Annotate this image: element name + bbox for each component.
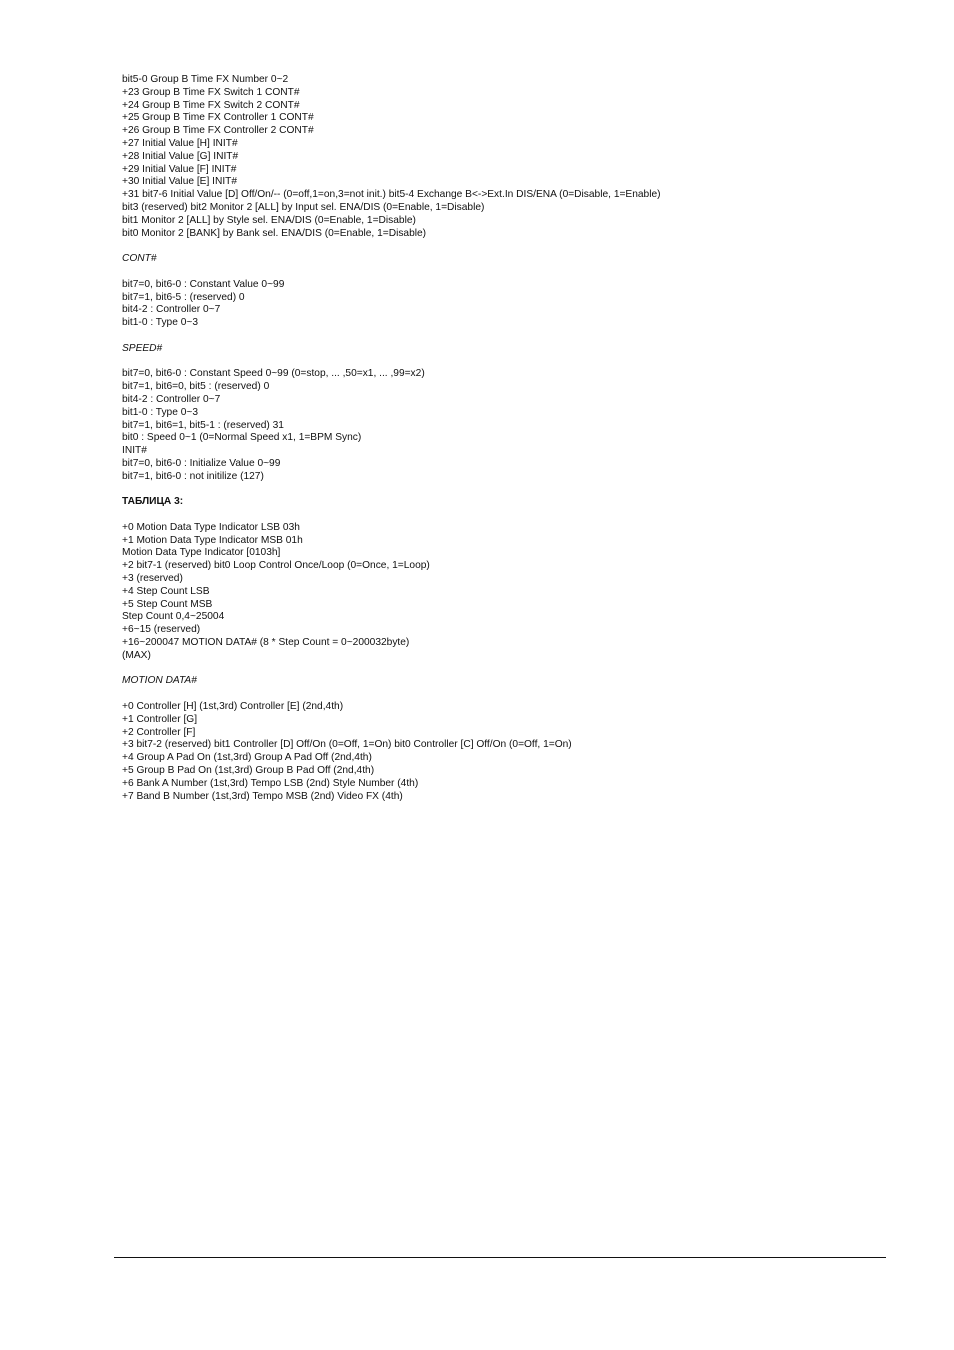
text-line: +23 Group B Time FX Switch 1 CONT# <box>122 86 300 98</box>
text-line: bit0 : Speed 0~1 (0=Normal Speed x1, 1=BPM Sync) <box>122 432 362 444</box>
text-line: Step Count 0,4~25004 <box>122 611 225 623</box>
text-line: bit3 (reserved) bit2 Monitor 2 [ALL] by Input sel. ENA/DIS (0=Enable, 1=Disable) <box>122 201 485 213</box>
text-line: +25 Group B Time FX Controller 1 CONT# <box>122 112 314 124</box>
text-line: +2 Controller [F] <box>122 726 196 738</box>
text-line: +28 Initial Value [G] INIT# <box>122 150 239 162</box>
motion-header-block <box>122 522 902 663</box>
text-line: +7 Band B Number (1st,3rd) Tempo MSB (2nd) Video FX (4th) <box>122 790 403 802</box>
text-line: bit4-2 : Controller 0~7 <box>122 304 221 316</box>
text-line: +29 Initial Value [F] INIT# <box>122 163 237 175</box>
text-line: +6~15 (reserved) <box>122 624 201 636</box>
text-line: +2 bit7-1 (reserved) bit0 Loop Control Once/Loop (0=Once, 1=Loop) <box>122 560 430 572</box>
text-line: bit7=1, bit6-0 : not initilize (127) <box>122 470 264 482</box>
text-line: +30 Initial Value [E] INIT# <box>122 176 238 188</box>
text-line: +31 bit7-6 Initial Value [D] Off/On/-- (0=off,1=on,3=not init.) bit5-4 Exchange B<->Ext.In DIS/ENA (0=Disable, 1=Enable) <box>122 189 661 201</box>
text-line: bit7=0, bit6-0 : Initialize Value 0~99 <box>122 457 281 469</box>
cont-heading: CONT# <box>122 253 157 265</box>
text-line: +0 Motion Data Type Indicator LSB 03h <box>122 521 300 533</box>
text-line: INIT# <box>122 445 147 457</box>
text-line: bit7=1, bit6=0, bit5 : (reserved) 0 <box>122 381 270 393</box>
cont-block <box>122 279 902 330</box>
text-line: bit1-0 : Type 0~3 <box>122 317 198 329</box>
text-line: bit7=1, bit6=1, bit5-1 : (reserved) 31 <box>122 419 284 431</box>
text-line: +4 Group A Pad On (1st,3rd) Group A Pad Off (2nd,4th) <box>122 752 372 764</box>
text-line: Motion Data Type Indicator [0103h] <box>122 547 281 559</box>
text-line: +16~200047 MOTION DATA# (8 * Step Count = 0~200032byte) <box>122 637 410 649</box>
text-line: +6 Bank A Number (1st,3rd) Tempo LSB (2nd) Style Number (4th) <box>122 777 419 789</box>
text-line: +5 Step Count MSB <box>122 598 213 610</box>
text-line: +1 Controller [G] <box>122 713 198 725</box>
motion-data-block <box>122 701 902 803</box>
speed-block <box>122 368 902 483</box>
table3-heading: ТАБЛИЦА 3: <box>122 496 184 508</box>
text-line: bit1-0 : Type 0~3 <box>122 406 198 418</box>
text-line: bit7=0, bit6-0 : Constant Value 0~99 <box>122 278 285 290</box>
motion-data-heading: MOTION DATA# <box>122 675 197 687</box>
footer-rule <box>114 1257 886 1258</box>
text-line: bit7=0, bit6-0 : Constant Speed 0~99 (0=stop, ... ,50=x1, ... ,99=x2) <box>122 368 425 380</box>
text-line: +3 bit7-2 (reserved) bit1 Controller [D] Off/On (0=Off, 1=On) bit0 Controller [C] Off/On (0=Off, 1=On) <box>122 739 572 751</box>
text-line: +1 Motion Data Type Indicator MSB 01h <box>122 534 303 546</box>
speed-heading: SPEED# <box>122 342 163 354</box>
group-b-params-block <box>122 74 902 240</box>
text-line: +3 (reserved) <box>122 573 183 585</box>
text-line: +27 Initial Value [H] INIT# <box>122 137 238 149</box>
text-line: (MAX) <box>122 649 151 661</box>
text-line: bit1 Monitor 2 [ALL] by Style sel. ENA/DIS (0=Enable, 1=Disable) <box>122 214 416 226</box>
text-line: bit5-0 Group B Time FX Number 0~2 <box>122 74 289 85</box>
text-line: +4 Step Count LSB <box>122 585 210 597</box>
text-line: +26 Group B Time FX Controller 2 CONT# <box>122 125 314 137</box>
text-line: bit7=1, bit6-5 : (reserved) 0 <box>122 291 245 303</box>
text-line: bit4-2 : Controller 0~7 <box>122 393 221 405</box>
text-line: +5 Group B Pad On (1st,3rd) Group B Pad Off (2nd,4th) <box>122 765 375 777</box>
text-line: +0 Controller [H] (1st,3rd) Controller [E] (2nd,4th) <box>122 701 344 713</box>
document-body <box>122 74 902 803</box>
text-line: bit0 Monitor 2 [BANK] by Bank sel. ENA/DIS (0=Enable, 1=Disable) <box>122 227 427 239</box>
text-line: +24 Group B Time FX Switch 2 CONT# <box>122 99 300 111</box>
